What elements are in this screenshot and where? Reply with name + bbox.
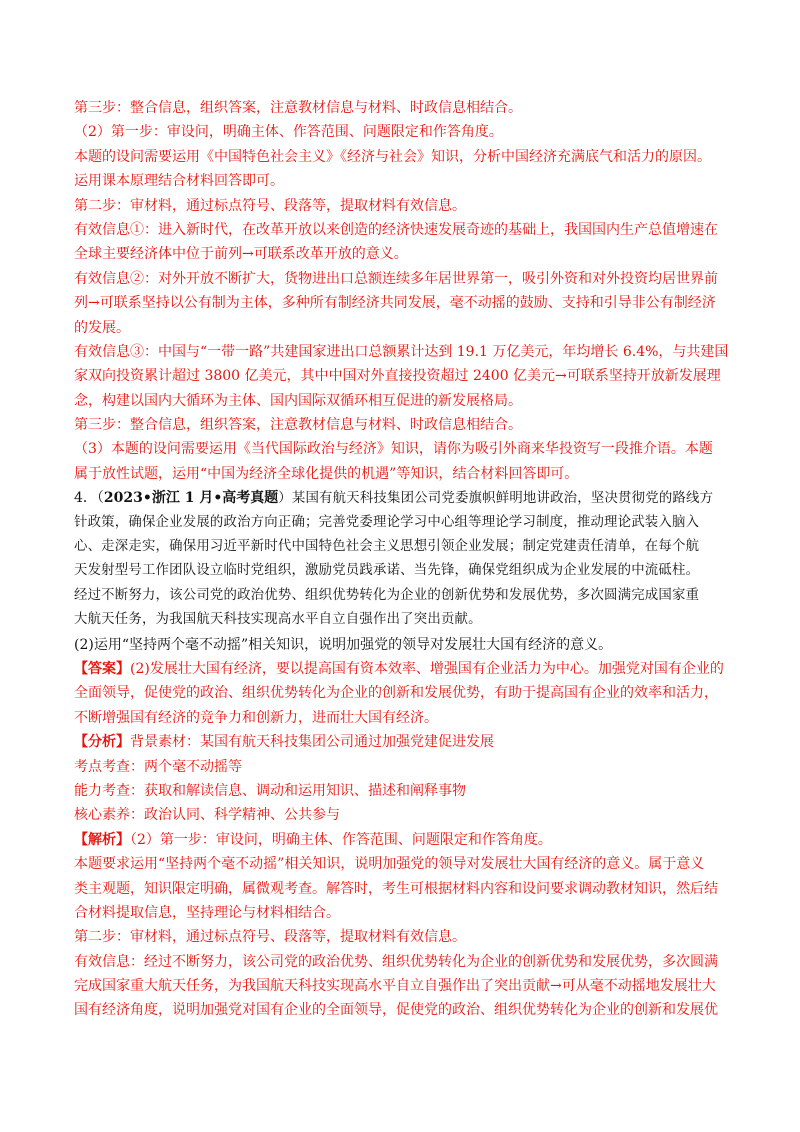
line-text: 第三步：整合信息，组织答案，注意教材信息与材料、时政信息相结合。	[74, 100, 522, 116]
text-line	[74, 706, 734, 730]
text-line	[74, 267, 734, 291]
line-text: 有效信息②：对外开放不断扩大，货物进出口总额连续多年居世界第一，吸引外资和对外投资均居世界前	[74, 270, 718, 287]
text-line	[74, 145, 734, 169]
text-line	[74, 974, 734, 998]
section-tag: 【解析】	[74, 831, 130, 848]
line-text: 全面领导，促使党的政治、组织优势转化为企业的创新和发展优势，有助于提高国有企业的效率和活力，	[74, 685, 718, 702]
text-line	[74, 901, 734, 925]
text-line	[74, 998, 734, 1022]
section-tag: 【答案】	[74, 660, 130, 677]
question-stem: ）某国有航天科技集团公司党委旗帜鲜明地讲政治，坚决贯彻党的路线方	[278, 491, 714, 507]
line-text: 完成国家重大航天任务，为我国航天科技实现高水平自立自强作出了突出贡献→可从毫不动摇地发展壮大	[74, 978, 716, 995]
line-text: 有效信息③：中国与“一带一路”共建国家进出口总额累计达到 19.1 万亿美元，年均增长 6.4%，与共建国	[74, 343, 729, 360]
line-text: （2）第一步：审设问，明确主体、作答范围、问题限定和作答角度。	[130, 831, 552, 848]
text-line	[74, 730, 734, 754]
line-text: 本题要求运用“坚持两个毫不动摇”相关知识，说明加强党的领导对发展壮大国有经济的意义。属于意义	[74, 856, 705, 873]
line-text: 念，构建以国内大循环为主体、国内国际双循环相互促进的新发展格局。	[74, 392, 522, 409]
text-line	[74, 779, 734, 803]
text-line	[74, 413, 734, 437]
line-text: （2）第一步：审设问，明确主体、作答范围、问题限定和作答角度。	[74, 124, 503, 141]
line-text: 家双向投资累计超过 3800 亿美元，其中中国对外直接投资超过 2400 亿美元→可联系坚持开放新发展理	[74, 368, 721, 385]
text-line	[74, 486, 734, 510]
text-line	[74, 437, 734, 461]
text-line	[74, 340, 734, 364]
line-text: (2)运用“坚持两个毫不动摇”相关知识，说明加强党的领导对发展壮大国有经济的意义。	[74, 636, 613, 653]
document-body	[74, 96, 734, 1023]
line-text: 针政策，确保企业发展的政治方向正确；完善党委理论学习中心组等理论学习制度，推动理论武装入脑入	[74, 514, 700, 530]
text-line	[74, 584, 734, 608]
line-text: 类主观题，知识限定明确，属微观考查。解答时，考生可根据材料内容和设问要求调动教材知识，然后结	[74, 880, 718, 897]
section-tag: 【分析】	[74, 734, 130, 751]
line-text: 经过不断努力，该公司党的政治优势、组织优势转化为企业的创新优势和发展优势，多次圆满完成国家重	[74, 587, 700, 603]
text-line	[74, 925, 734, 949]
line-text: 有效信息：经过不断努力，该公司党的政治优势、组织优势转化为企业的创新优势和发展优势，多次圆满	[74, 953, 718, 970]
line-text: 本题的设问需要运用《中国特色社会主义》《经济与社会》知识，分析中国经济充满底气和活力的原因。	[74, 148, 711, 165]
question-source: 2023•浙江 1 月•高考真题	[103, 490, 279, 507]
text-line	[74, 96, 734, 120]
line-text: 考点考查：两个毫不动摇等	[74, 758, 242, 775]
line-text: 合材料提取信息，坚持理论与材料相结合。	[74, 904, 340, 921]
text-line	[74, 169, 734, 193]
line-text: 第二步：审材料，通过标点符号、段落等，提取材料有效信息。	[74, 197, 466, 214]
text-line	[74, 316, 734, 340]
line-text: 运用课本原理结合材料回答即可。	[74, 173, 284, 190]
line-text: 第二步：审材料，通过标点符号、段落等，提取材料有效信息。	[74, 929, 466, 946]
text-line	[74, 657, 734, 681]
text-line	[74, 852, 734, 876]
text-line	[74, 364, 734, 388]
text-line	[74, 218, 734, 242]
text-line	[74, 950, 734, 974]
line-text: 心、走深走实，确保用习近平新时代中国特色社会主义思想引领企业发展；制定党建责任清单，在每个航	[74, 539, 700, 555]
text-line	[74, 755, 734, 779]
text-line	[74, 559, 734, 583]
text-line	[74, 462, 734, 486]
text-line	[74, 877, 734, 901]
text-line	[74, 535, 734, 559]
line-text: 核心素养：政治认同、科学精神、公共参与	[74, 807, 340, 824]
line-text: 国有经济角度，说明加强党对国有企业的全面领导，促使党的政治、组织优势转化为企业的创新和发展优	[74, 1002, 718, 1019]
line-text: 属于放性试题，运用“中国为经济全球化提供的机遇”等知识，结合材料回答即可。	[74, 465, 579, 482]
line-text: 能力考查：获取和解读信息、调动和运用知识、描述和阐释事物	[74, 782, 466, 799]
line-text: 大航天任务，为我国航天科技实现高水平自立自强作出了突出贡献。	[74, 612, 482, 628]
text-line	[74, 194, 734, 218]
text-line	[74, 120, 734, 144]
text-line	[74, 803, 734, 827]
text-line	[74, 633, 734, 657]
line-text: 第三步：整合信息，组织答案，注意教材信息与材料、时政信息相结合。	[74, 417, 522, 434]
line-text: 的发展。	[74, 319, 130, 336]
line-text: 全球主要经济体中位于前列→可联系改革开放的意义。	[74, 246, 408, 263]
text-line	[74, 389, 734, 413]
line-text: （3）本题的设问需要运用《当代国际政治与经济》知识，请你为吸引外商来华投资写一段推介语。本题	[74, 441, 713, 458]
line-text: 有效信息①：进入新时代，在改革开放以来创造的经济快速发展奇迹的基础上，我国国内生产总值增速在	[74, 221, 718, 238]
line-text: 不断增强国有经济的竞争力和创新力，进而壮大国有经济。	[74, 709, 438, 726]
text-line	[74, 291, 734, 315]
line-text: 列→可联系坚持以公有制为主体，多种所有制经济共同发展，毫不动摇的鼓励、支持和引导非公有制经济	[74, 295, 716, 312]
line-text: 天发射型号工作团队设立临时党组织，激励党员践承诺、当先锋，确保党组织成为企业发展的中流砥柱。	[74, 563, 700, 579]
text-line	[74, 828, 734, 852]
text-line	[74, 511, 734, 535]
text-line	[74, 681, 734, 705]
text-line	[74, 608, 734, 632]
text-line	[74, 242, 734, 266]
line-text: (2)发展壮大国有经济，要以提高国有资本效率、增强国有企业活力为中心。加强党对国有企业的	[130, 660, 724, 677]
question-number: 4．（	[74, 490, 104, 507]
line-text: 背景素材：某国有航天科技集团公司通过加强党建促进发展	[130, 734, 494, 751]
